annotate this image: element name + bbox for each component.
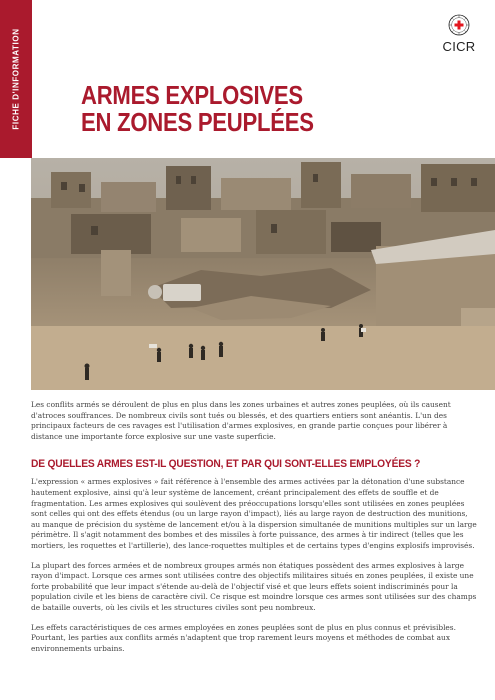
section-heading: DE QUELLES ARMES EST-IL QUESTION, ET PAR QUI SONT-ELLES EMPLOYÉES ? (31, 458, 421, 471)
side-band (0, 0, 32, 158)
article-body (31, 400, 479, 654)
body-paragraph: L'expression « armes explosives » fait référence à l'ensemble des armes activées par la détonation d'une substance hautement explosive, ainsi qu'à leur système de lancement, créant principalement des effets de souffle et de fragmentation. Les armes explosives qui soulèvent des préoccupations lorsqu'elles sont utilisées en zones peuplées sont celles qui ont des effets étendus (ou un large rayon d'impact), liés au large rayon de destruction des munitions, au manque de précision du système de lancement et/ou à la dispersion simultanée de munitions multiples sur un large périmètre. Il s'agit notamment des bombes et des missiles à forte puissance, des armes à tir indirect (telles que les mortiers, les roquettes et l'artillerie), des lance-roquettes multiples et de certains types d'engins explosifs improvisés. (31, 477, 477, 550)
red-cross-emblem-icon (448, 14, 470, 36)
cover-photo (31, 158, 495, 390)
body-paragraph: Les effets caractéristiques de ces armes employées en zones peuplées sont de plus en plus connus et prévisibles. Pourtant, les parties aux conflits armés n'adaptent que trop rarement leurs moyens et méthodes de combat aux environnements urbains. (31, 622, 456, 653)
body-paragraph: La plupart des forces armées et de nombreux groupes armés non étatiques possèdent des armes explosives à large rayon d'impact. Lorsque ces armes sont utilisées contre des objectifs militaires situés en zones peuplées, il existe une forte probabilité que leur impact s'étende au-delà de l'objectif visé et que leurs effets soient indiscriminés pour la population civile et les biens de caractère civil. Ce risque est moindre lorsque ces armes sont utilisées sur des champs de bataille ouverts, où les civils et les structures civiles sont peu nombreux. (31, 560, 477, 612)
icrc-logo (437, 14, 481, 54)
page-title (81, 82, 314, 136)
intro-paragraph: Les conflits armés se déroulent de plus en plus dans les zones urbaines et autres zones peuplées, où ils causent d'atroces souffrances. De nombreux civils sont tués ou blessés, et des quartiers entiers sont anéantis. L'un des principaux facteurs de ces ravages est l'utilisation d'armes explosives, en grande partie conçues pour libérer à distance une importante force explosive sur une vaste superficie. (31, 400, 451, 441)
title-line-2: EN ZONES PEUPLÉES (81, 107, 314, 137)
document-type-label: FICHE D'INFORMATION (11, 28, 21, 130)
destroyed-town-photo (31, 158, 495, 390)
title-line-1: ARMES EXPLOSIVES (81, 80, 303, 110)
logo-wordmark: CICR (442, 39, 476, 54)
